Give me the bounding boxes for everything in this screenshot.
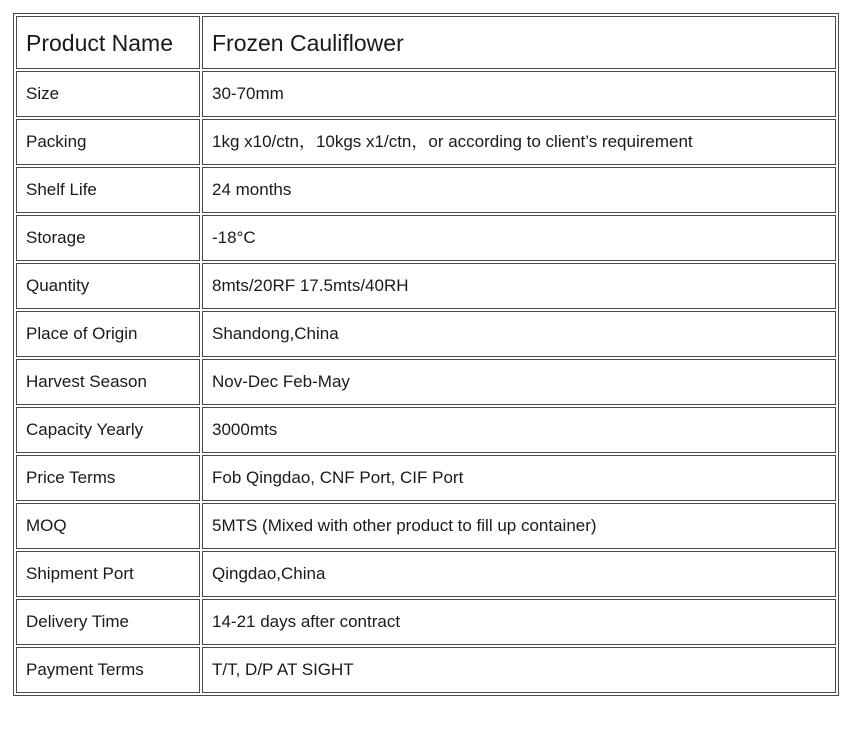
row-value: Fob Qingdao, CNF Port, CIF Port (202, 455, 836, 501)
table-row-harvest-season (16, 359, 836, 405)
row-label: Shipment Port (16, 551, 200, 597)
row-label: Capacity Yearly (16, 407, 200, 453)
row-value: 8mts/20RF 17.5mts/40RH (202, 263, 836, 309)
row-label: Harvest Season (16, 359, 200, 405)
table-row-packing (16, 119, 836, 165)
row-label: Quantity (16, 263, 200, 309)
table-row-shelf-life (16, 167, 836, 213)
row-label: Payment Terms (16, 647, 200, 693)
row-value: 30-70mm (202, 71, 836, 117)
table-row-place-of-origin (16, 311, 836, 357)
table-row-moq (16, 503, 836, 549)
product-name-value: Frozen Cauliflower (202, 16, 836, 69)
row-value: 3000mts (202, 407, 836, 453)
row-value: Shandong,China (202, 311, 836, 357)
row-value: Qingdao,China (202, 551, 836, 597)
row-value: 14-21 days after contract (202, 599, 836, 645)
row-value: 1kg x10/ctn，10kgs x1/ctn，or according to client’s requirement (202, 119, 836, 165)
row-value: T/T, D/P AT SIGHT (202, 647, 836, 693)
product-spec-table (13, 13, 839, 696)
row-label: Size (16, 71, 200, 117)
row-label: MOQ (16, 503, 200, 549)
row-label: Place of Origin (16, 311, 200, 357)
table-row-storage (16, 215, 836, 261)
row-label: Storage (16, 215, 200, 261)
table-row-shipment-port (16, 551, 836, 597)
row-label: Delivery Time (16, 599, 200, 645)
row-label: Packing (16, 119, 200, 165)
table-row-price-terms (16, 455, 836, 501)
table-row-delivery-time (16, 599, 836, 645)
row-value: 5MTS (Mixed with other product to fill up container) (202, 503, 836, 549)
table-row-quantity (16, 263, 836, 309)
row-label: Price Terms (16, 455, 200, 501)
product-name-label: Product Name (16, 16, 200, 69)
row-value: -18°C (202, 215, 836, 261)
row-label: Shelf Life (16, 167, 200, 213)
table-row-payment-terms (16, 647, 836, 693)
row-value: Nov-Dec Feb-May (202, 359, 836, 405)
table-row-capacity-yearly (16, 407, 836, 453)
row-value: 24 months (202, 167, 836, 213)
table-row-size (16, 71, 836, 117)
table-header-row (16, 16, 836, 69)
